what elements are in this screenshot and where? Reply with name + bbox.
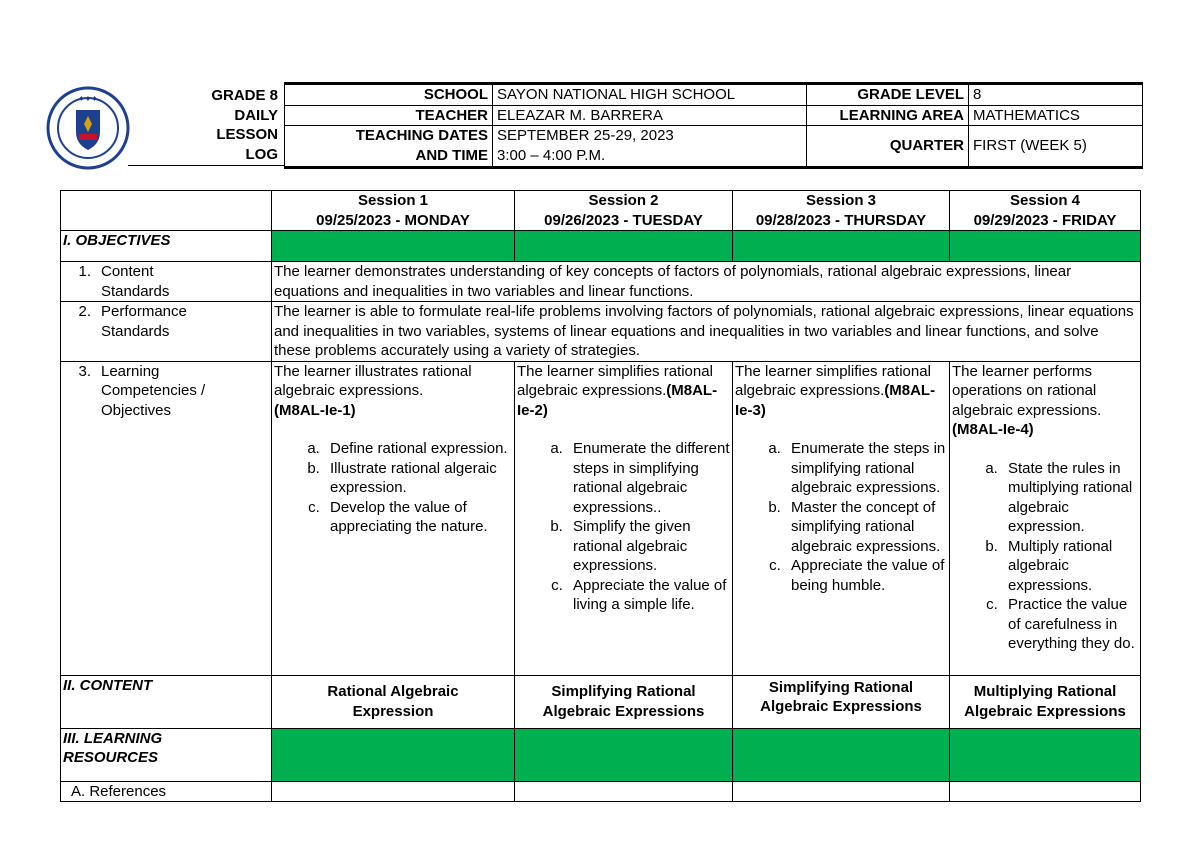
objective-item: b. Illustrate rational algeraic expression. — [324, 459, 512, 498]
lesson-plan-table — [60, 190, 1141, 802]
teaching-dates-label-line: TEACHING DATES — [355, 127, 488, 144]
competency-code: (M8AL-Ie-3) — [735, 382, 936, 419]
svg-text:◆ ◆ ◆: ◆ ◆ ◆ — [79, 95, 97, 102]
green-fill-cell — [950, 231, 1141, 262]
green-fill-cell — [515, 728, 733, 781]
grade-level-value: 8 — [969, 84, 1143, 106]
green-fill-cell — [272, 728, 515, 781]
green-fill-cell — [950, 728, 1141, 781]
competency-cell — [515, 361, 733, 675]
learning-area-label: LEARNING AREA — [807, 105, 969, 126]
competency-intro: The learner simplifies rational algebraic expressions. — [517, 362, 713, 399]
session-header — [515, 191, 733, 231]
content-line: Algebraic Expressions — [964, 702, 1126, 720]
label-line: Performance — [101, 303, 187, 320]
empty-cell — [515, 781, 733, 802]
green-fill-cell — [515, 231, 733, 262]
objective-item: b. Simplify the given rational algebraic expressions. — [567, 517, 730, 576]
competency-cell — [733, 361, 950, 675]
teacher-label: TEACHER — [285, 105, 493, 126]
competency-cell — [950, 361, 1141, 675]
label-line: Objectives — [101, 401, 172, 419]
session-header — [272, 191, 515, 231]
teaching-dates-value — [493, 126, 807, 168]
school-label: SCHOOL — [285, 84, 493, 106]
references-label: A. References — [61, 781, 272, 802]
learning-resources-heading — [61, 728, 272, 781]
title-line: LESSON — [216, 126, 278, 143]
deped-seal-logo — [46, 86, 130, 170]
content-line: Multiplying Rational — [973, 683, 1117, 700]
content-line: Algebraic Expressions — [760, 698, 922, 715]
quarter-value: FIRST (WEEK 5) — [969, 126, 1143, 168]
competency-code: (M8AL-Ie-2) — [517, 382, 718, 419]
blank-header-cell — [61, 191, 272, 231]
objective-item: a. Enumerate the different steps in simplifying rational algebraic expressions.. — [567, 439, 730, 517]
item-number: 1. — [78, 263, 91, 280]
objective-item: a. Define rational expression. — [324, 439, 512, 459]
grade-level-label: GRADE LEVEL — [807, 84, 969, 106]
content-heading: II. CONTENT — [61, 675, 272, 728]
objective-item: b. Multiply rational algebraic expressions. — [1002, 537, 1138, 596]
label-line: Learning — [101, 362, 160, 380]
green-fill-cell — [733, 231, 950, 262]
content-line: Rational Algebraic — [327, 683, 459, 700]
competency-cell — [272, 361, 515, 675]
session-name: Session 2 — [588, 192, 659, 209]
empty-cell — [950, 781, 1141, 802]
label-line: Competencies / — [101, 382, 206, 399]
content-title — [272, 675, 515, 728]
content-title — [733, 675, 950, 728]
session-date: 09/29/2023 - FRIDAY — [973, 211, 1117, 229]
item-number: 3. — [78, 362, 91, 380]
content-title — [515, 675, 733, 728]
session-name: Session 1 — [357, 192, 429, 209]
title-underline — [128, 165, 284, 166]
competency-code: (M8AL-Ie-4) — [952, 421, 1034, 438]
label-line: Standards — [101, 322, 170, 340]
title-line: LOG — [245, 145, 278, 163]
title-line: DAILY — [234, 106, 278, 124]
objective-item: c. Develop the value of appreciating the nature. — [324, 498, 512, 537]
teacher-value: ELEAZAR M. BARRERA — [493, 105, 807, 126]
green-fill-cell — [272, 231, 515, 262]
session-date: 09/28/2023 - THURSDAY — [755, 211, 927, 229]
performance-standards-label — [61, 302, 272, 362]
session-header — [950, 191, 1141, 231]
teaching-time-line: 3:00 – 4:00 P.M. — [497, 146, 606, 164]
empty-cell — [272, 781, 515, 802]
content-line: Algebraic Expressions — [542, 702, 705, 720]
content-standards-label — [61, 262, 272, 302]
session-date: 09/25/2023 - MONDAY — [316, 211, 470, 229]
objectives-heading: I. OBJECTIVES — [61, 231, 272, 262]
teaching-dates-label-line: AND TIME — [415, 146, 488, 164]
content-standards-text: The learner demonstrates understanding of key concepts of factors of polynomials, rational algebraic expressions, linear equations and inequalities in two variables and linear functions. — [272, 262, 1141, 302]
learning-area-value: MATHEMATICS — [969, 105, 1143, 126]
title-line: GRADE 8 — [211, 87, 278, 104]
item-number: 2. — [78, 303, 91, 320]
green-fill-cell — [733, 728, 950, 781]
heading-line: III. LEARNING — [63, 729, 163, 747]
objective-item: a. State the rules in multiplying rational algebraic expression. — [1002, 459, 1138, 537]
label-line: Content — [101, 263, 154, 280]
learning-competencies-label — [61, 361, 272, 675]
session-name: Session 4 — [1009, 192, 1081, 209]
content-line: Simplifying Rational — [768, 678, 914, 696]
school-value: SAYON NATIONAL HIGH SCHOOL — [493, 84, 807, 106]
objective-item: a. Enumerate the steps in simplifying rational algebraic expressions. — [785, 439, 947, 498]
label-line: Standards — [101, 282, 170, 300]
performance-standards-text: The learner is able to formulate real-life problems involving factors of polynomials, rational algebraic expressions, linear equations and inequalities in two variables, systems of linear equations and inequalities in two variables and linear functions, and solve these problems accurately using a variety of strategies. — [272, 302, 1141, 362]
content-line: Simplifying Rational — [551, 683, 696, 700]
objective-item: c. Appreciate the value of living a simple life. — [567, 576, 730, 615]
competency-intro: The learner simplifies rational algebraic expressions. — [735, 362, 931, 399]
objective-item: b. Master the concept of simplifying rational algebraic expressions. — [785, 498, 947, 557]
content-line: Expression — [352, 702, 434, 720]
empty-cell — [733, 781, 950, 802]
header-info-table — [284, 82, 1143, 169]
heading-line: RESOURCES — [63, 749, 159, 766]
competency-intro: The learner performs operations on rational algebraic expressions. — [952, 362, 1102, 419]
session-header — [733, 191, 950, 231]
daily-lesson-log-title — [130, 86, 278, 164]
teaching-dates-label — [285, 126, 493, 168]
session-name: Session 3 — [805, 192, 877, 209]
session-date: 09/26/2023 - TUESDAY — [544, 211, 703, 229]
quarter-label: QUARTER — [807, 126, 969, 168]
teaching-dates-line: SEPTEMBER 25-29, 2023 — [497, 127, 674, 144]
objective-item: c. Appreciate the value of being humble. — [785, 556, 947, 595]
objective-item: c. Practice the value of carefulness in everything they do. — [1002, 595, 1138, 654]
competency-intro: The learner illustrates rational algebraic expressions. — [274, 362, 472, 399]
competency-code: (M8AL-Ie-1) — [274, 401, 356, 419]
content-title — [950, 675, 1141, 728]
